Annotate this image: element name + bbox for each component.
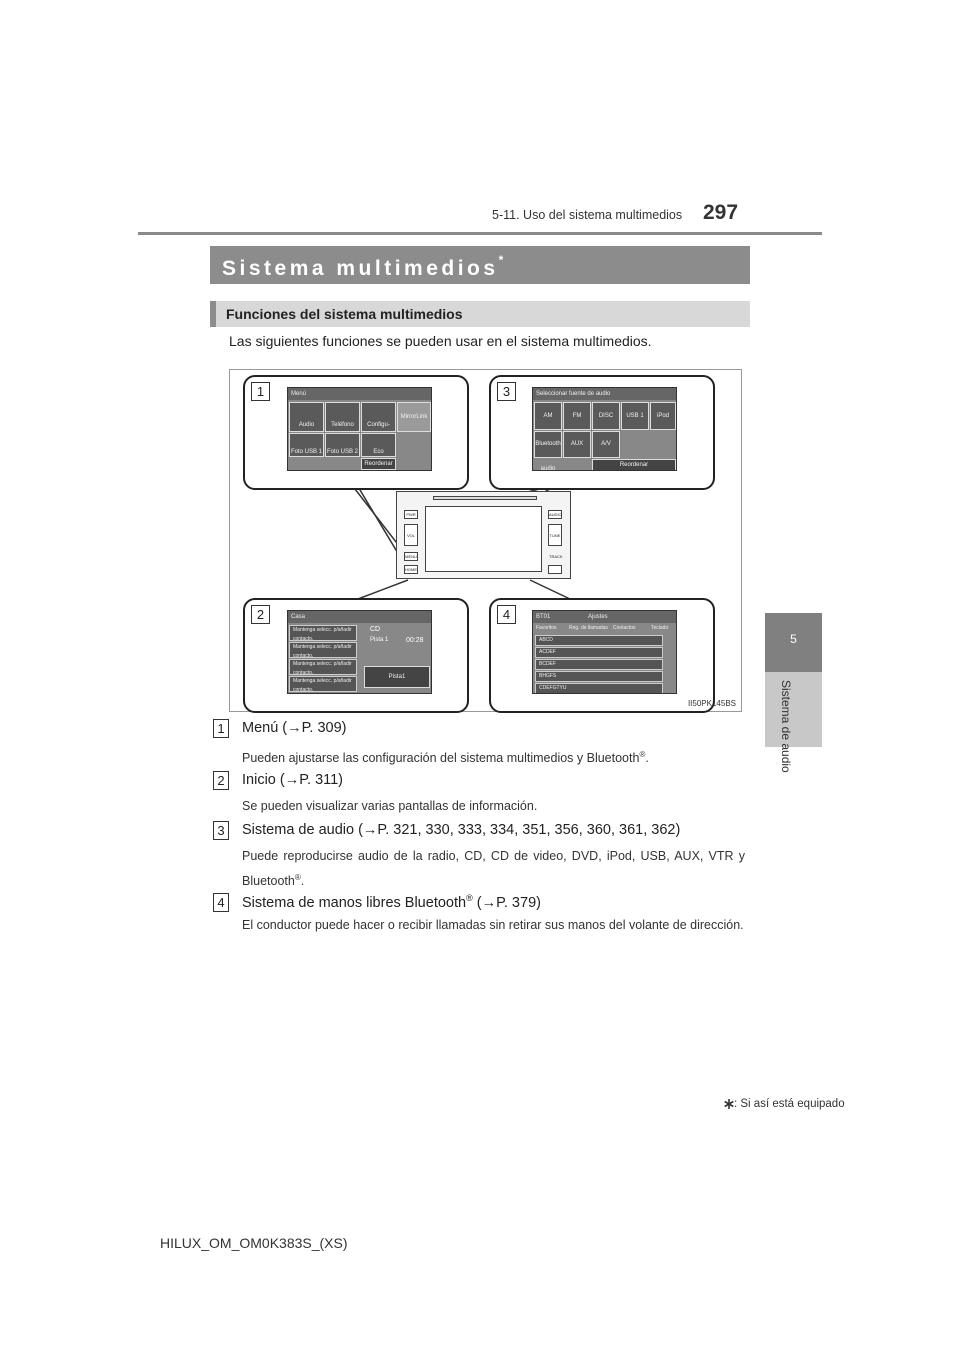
tile-configuracion[interactable]: Configu- (361, 402, 396, 432)
subsection-title: Funciones del sistema multimedios (226, 306, 463, 322)
audio-button[interactable]: AUDIO (549, 512, 562, 517)
item-number: 1 (213, 719, 229, 738)
contact-slot[interactable]: Mantenga selecc. p/añadir contacto. (289, 659, 357, 675)
item-heading: Menú (→P. 309) (242, 720, 347, 736)
panel-home (243, 598, 469, 713)
disc-slot (433, 496, 537, 500)
footnote: : Si así está equipado (734, 1098, 845, 1110)
contact-slot[interactable]: Mantenga selecc. p/añadir contacto. (289, 625, 357, 641)
item-number: 3 (213, 821, 229, 840)
panel-menu (243, 375, 469, 490)
panel-number: 2 (251, 605, 270, 624)
contact-row[interactable]: BCDEF (535, 659, 663, 670)
contact-row[interactable]: ACDEF (535, 647, 663, 658)
page-number: 297 (703, 201, 739, 224)
contact-row[interactable]: BHGFS (535, 671, 663, 682)
vol-button[interactable]: VOL (404, 524, 418, 546)
tile-usb1[interactable]: USB 1 (621, 402, 649, 430)
screen-title: Seleccionar fuente de audio (533, 388, 676, 400)
panel-handsfree (489, 598, 715, 713)
screen-title: BT01 (533, 611, 676, 623)
tab-teclado[interactable]: Teclado (651, 625, 669, 631)
media-source: CD (370, 626, 381, 633)
panel-number: 1 (251, 382, 270, 401)
chapter-tab-label-bg (765, 672, 822, 747)
tab-favoritos[interactable]: Favoritos (536, 625, 557, 631)
panel-number: 3 (497, 382, 516, 401)
phone-button[interactable] (548, 565, 562, 574)
chapter-number: 5 (790, 632, 797, 646)
tile-mirrorlink[interactable]: MirrorLink (397, 402, 431, 432)
item-description: Se pueden visualizar varias pantallas de información. (242, 799, 538, 813)
head-unit-screen (425, 506, 542, 572)
head-unit (396, 491, 571, 579)
item-description: El conductor puede hacer o recibir llamadas sin retirar sus manos del volante de dirección. (242, 918, 744, 932)
handsfree-screen (532, 610, 677, 694)
item-heading: Inicio (→P. 311) (242, 772, 344, 788)
item-heading: Sistema de audio (→P. 321, 330, 333, 334, 351, 356, 360, 361, 362) (242, 822, 681, 838)
menu-button[interactable]: MENU (405, 554, 417, 559)
tile-telefono[interactable]: Teléfono (325, 402, 360, 432)
intro-text: Las siguientes funciones se pueden usar en el sistema multimedios. (229, 333, 652, 349)
home-button[interactable]: HOME (405, 567, 417, 572)
contact-slot[interactable]: Mantenga selecc. p/añadir contacto. (289, 642, 357, 658)
asterisk-icon (724, 1099, 734, 1109)
section-title-band (210, 246, 750, 284)
running-header-section: 5-11. Uso del sistema multimedios (492, 208, 683, 222)
header-rule (138, 232, 822, 235)
chapter-label: Sistema de audio (779, 680, 793, 773)
tile-reordenar[interactable]: Reordenar (361, 458, 396, 470)
item-number: 4 (213, 893, 229, 912)
menu-screen (287, 387, 432, 471)
contact-row[interactable]: CDEFGTYU (535, 683, 663, 694)
pwr-button[interactable]: PWR (404, 510, 418, 519)
tile-reordenar[interactable]: Reordenar (592, 459, 676, 471)
illustration (229, 369, 742, 712)
panel-number: 4 (497, 605, 516, 624)
tile-foto-usb2[interactable]: Foto USB 2 (325, 433, 360, 457)
tile-bluetooth-audio[interactable]: Bluetooth audio (534, 431, 562, 458)
elapsed-time: 00:28 (406, 637, 424, 644)
audio-source-screen (532, 387, 677, 471)
tune-track-button[interactable]: TUNE TRACK (548, 524, 562, 546)
panel-audio-source (489, 375, 715, 490)
tile-av[interactable]: A/V (592, 431, 620, 458)
subsection-band (210, 301, 750, 327)
screen-title: Menú (288, 388, 431, 400)
tile-ipod[interactable]: iPod (650, 402, 676, 430)
contact-row[interactable]: ABCD (535, 635, 663, 646)
equipped-asterisk: * (498, 253, 504, 267)
tile-disc[interactable]: DISC (592, 402, 620, 430)
tab-contactos[interactable]: Contactos (613, 625, 636, 631)
image-code: II50PK145BS (687, 699, 736, 708)
tab-registro[interactable]: Reg. de llamadas (569, 625, 608, 631)
tile-audio[interactable]: Audio (289, 402, 324, 432)
track-button[interactable]: Pista1 (364, 666, 430, 688)
item-number: 2 (213, 771, 229, 790)
item-description: Puede reproducirse audio de la radio, CD, CD de video, DVD, iPod, USB, AUX, VTR y Bluetooth®. (242, 849, 745, 889)
tile-am[interactable]: AM (534, 402, 562, 430)
tile-eco[interactable]: Eco (361, 433, 396, 457)
tile-aux[interactable]: AUX (563, 431, 591, 458)
home-screen (287, 610, 432, 694)
item-heading: Sistema de manos libres Bluetooth® (→P. 379) (242, 893, 541, 911)
screen-subtitle: Ajustes (588, 614, 608, 620)
tile-fm[interactable]: FM (563, 402, 591, 430)
track-name: Pista 1 (370, 637, 389, 643)
item-description: Pueden ajustarse las configuración del sistema multimedios y Bluetooth®. (242, 750, 649, 766)
document-code: HILUX_OM_OM0K383S_(XS) (160, 1235, 348, 1251)
tile-foto-usb1[interactable]: Foto USB 1 (289, 433, 324, 457)
section-title: Sistema multimedios* (222, 253, 504, 280)
screen-title: Casa (288, 611, 431, 623)
contact-slot[interactable]: Mantenga selecc. p/añadir contacto. (289, 676, 357, 692)
